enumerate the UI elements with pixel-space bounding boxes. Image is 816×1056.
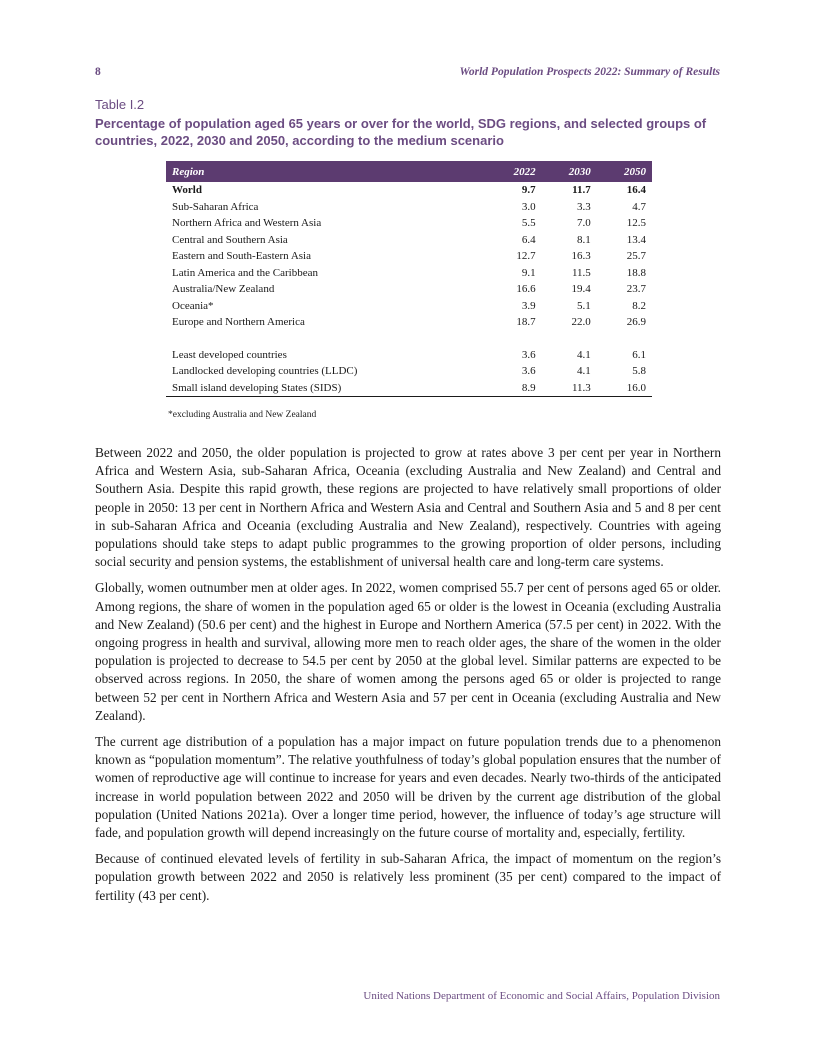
table-cell-2050: 4.7 [632, 200, 646, 213]
table-row [166, 265, 652, 282]
table-cell-region: World [172, 184, 202, 197]
table-cell-2030: 7.0 [577, 217, 591, 230]
table-cell-2030: 19.4 [571, 283, 591, 296]
table-cell-2022: 9.1 [521, 266, 536, 279]
table-cell-region: Central and Southern Asia [172, 233, 288, 246]
table-cell-2050: 6.1 [632, 348, 646, 361]
table-cell-2022: 16.6 [516, 283, 536, 296]
column-header-2030: 2030 [542, 161, 597, 182]
table-cell-2030: 4.1 [577, 348, 591, 361]
table-cell-region: Least developed countries [172, 348, 287, 361]
table-spacer-cell [166, 331, 652, 347]
table-cell-2050: 8.2 [632, 299, 646, 312]
page-footer: United Nations Department of Economic and Social Affairs, Population Division [363, 990, 720, 1002]
table-cell-2050: 12.5 [626, 217, 646, 230]
table-cell-2030: 16.3 [571, 250, 591, 263]
page-number: 8 [95, 66, 101, 78]
table-cell-2030: 11.7 [572, 184, 591, 197]
table-cell-2050: 5.8 [632, 365, 646, 378]
body-text [95, 444, 721, 913]
table-cell-2022: 6.4 [521, 233, 536, 246]
table-cell-2022: 12.7 [516, 250, 536, 263]
table-cell-2050: 26.9 [626, 316, 646, 329]
table-row [166, 298, 652, 315]
table-cell-2050: 16.4 [626, 184, 646, 197]
table-cell-2030: 22.0 [571, 316, 591, 329]
table-title: Percentage of population aged 65 years or over for the world, SDG regions, and selected groups of countries, 2022, 2030 and 2050, according to the medium scenario [95, 116, 707, 148]
table-cell-2022: 3.0 [521, 200, 536, 213]
table-cell-2030: 11.5 [571, 266, 591, 279]
table-cell-region: Latin America and the Caribbean [172, 266, 318, 279]
table-cell-region: Australia/New Zealand [172, 283, 275, 296]
table-cell-2050: 18.8 [626, 266, 646, 279]
data-table [166, 161, 652, 397]
table-spacer-row [166, 331, 652, 347]
table-row [166, 380, 652, 397]
table-row [166, 215, 652, 232]
table-cell-2022: 3.9 [521, 299, 536, 312]
table-cell-region: Eastern and South-Eastern Asia [172, 250, 311, 263]
table-label: Table I.2 [95, 97, 145, 112]
table-cell-2022: 8.9 [486, 380, 541, 397]
paragraph: Between 2022 and 2050, the older population is projected to grow at rates above 3 per cent per year in Northern Africa and Western Asia, sub-Saharan Africa, Oceania (excluding Australia and New Zealand) and Central and Southern Asia. Despite this rapid growth, these regions are projected to have relatively small proportions of older people in 2050: 13 per cent in Northern Africa and Western Asia and Central and Southern Asia and 5 and 8 per cent in sub-Saharan Africa and Oceania (excluding Australia and New Zealand), respectively. Countries with ageing populations should take steps to adapt public programmes to the growing proportion of older persons, including social security and pension systems, the establishment of universal health care and long-term care systems. [95, 445, 721, 570]
table-footnote: *excluding Australia and New Zealand [168, 410, 317, 420]
table-cell-2030: 3.3 [577, 200, 591, 213]
table-cell-2022: 5.5 [521, 217, 536, 230]
column-header-2022: 2022 [486, 161, 541, 182]
table-cell-2030: 5.1 [577, 299, 591, 312]
table-row-world [166, 182, 652, 199]
table-row [166, 248, 652, 265]
table-cell-2022: 18.7 [516, 316, 536, 329]
table-cell-2030: 11.3 [542, 380, 597, 397]
table-row [166, 347, 652, 364]
table-cell-2022: 3.6 [521, 365, 536, 378]
paragraph: Globally, women outnumber men at older ages. In 2022, women comprised 55.7 per cent of persons aged 65 or older. Among regions, the share of women in the population aged 65 or older is the lowest in Oceania (excluding Australia and New Zealand) (50.6 per cent) and the highest in Europe and Northern America (57.5 per cent) in 2022. With the ongoing progress in health and survival, allowing more men to reach older ages, the share of the women in the older population is projected to decrease to 54.5 per cent by 2050 at the global level. Similar patterns are expected to be observed across regions. In 2050, the share of women among the persons aged 65 or older is projected to range between 52 per cent in Northern Africa and Western Asia and 57 per cent in Oceania (excluding Australia and New Zealand). [95, 580, 721, 723]
table-cell-2050: 13.4 [626, 233, 646, 246]
column-header-region: Region [166, 161, 486, 182]
table-cell-2050: 25.7 [626, 250, 646, 263]
table-cell-2050: 23.7 [626, 283, 646, 296]
table-header-row [166, 161, 652, 182]
table-cell-region: Landlocked developing countries (LLDC) [172, 365, 358, 378]
table-row [166, 314, 652, 331]
table-cell-2022: 9.7 [521, 184, 536, 197]
table-row [166, 199, 652, 216]
paragraph: The current age distribution of a population has a major impact on future population trends due to a phenomenon known as “population momentum”. The relative youthfulness of today’s global population ensures that the number of women of reproductive age will continue to increase for years and even decades. Nearly two-thirds of the anticipated increase in world population between 2022 and 2050 will be driven by the current age distribution of the global population (United Nations 2021a). Over a longer time period, however, the influence of today’s age structure will fade, and population growth will depend increasingly on the future course of mortality and, especially, fertility. [95, 734, 721, 841]
table-cell-region: Europe and Northern America [172, 316, 305, 329]
table-row [166, 281, 652, 298]
running-title: World Population Prospects 2022: Summary of Results [459, 66, 720, 78]
column-header-2050: 2050 [597, 161, 652, 182]
table-cell-2030: 4.1 [577, 365, 591, 378]
table-row [166, 363, 652, 380]
paragraph: Because of continued elevated levels of fertility in sub-Saharan Africa, the impact of momentum on the region’s population growth between 2022 and 2050 is relatively less prominent (35 per cent) compared to the impact of fertility (43 per cent). [95, 851, 721, 903]
table-cell-2030: 8.1 [577, 233, 591, 246]
table-cell-region: Sub-Saharan Africa [172, 200, 259, 213]
table-row [166, 232, 652, 249]
table-cell-region: Northern Africa and Western Asia [172, 217, 322, 230]
table-cell-2022: 3.6 [521, 348, 536, 361]
table-cell-region: Oceania* [172, 299, 214, 312]
table-cell-2050: 16.0 [597, 380, 652, 397]
table-cell-region: Small island developing States (SIDS) [166, 380, 486, 397]
